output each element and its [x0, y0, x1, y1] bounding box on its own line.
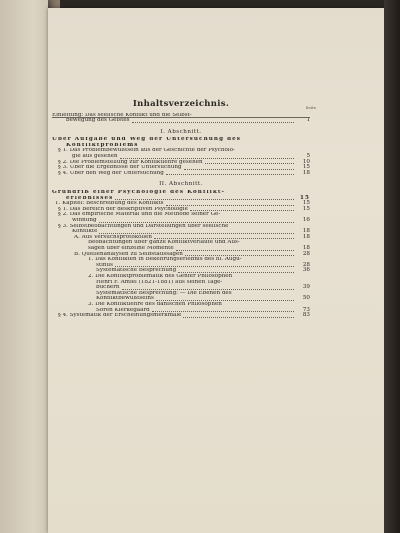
- toc-entry-text: Henri F. Amiel (1821-1881) aus seinen Tage-: [96, 279, 223, 285]
- page-number: 28: [302, 250, 310, 257]
- page-number: 18: [302, 244, 310, 251]
- page-number: 18: [302, 228, 310, 235]
- toc-entry-text: büchern: [96, 285, 120, 291]
- toc-entry-text: § 2. Die Problemstellung zur Konfliktlehre gesehen: [58, 159, 203, 165]
- toc-entry-text: Einleitung: Das seelische Konflikt und die Selbst-: [52, 112, 192, 118]
- leader-dots: [166, 205, 294, 206]
- leader-dots: [185, 255, 294, 256]
- page-number: 15: [300, 194, 310, 201]
- toc-entry-text: § 2. Das empirische Material und die Methode seiner Ge-: [58, 212, 221, 218]
- toc-entry-text: erlebnisses: [66, 195, 114, 201]
- leader-dots: [176, 250, 294, 251]
- leader-dots: [152, 311, 294, 312]
- toc-entry-text: 3. Die Konfliktlehre des dänischen Philosophen: [88, 301, 222, 307]
- leader-dots: [184, 169, 294, 170]
- toc-entry-text: bewegung des Geistes: [66, 118, 130, 124]
- page-number: 10: [302, 158, 310, 165]
- toc-entry-text: § 1. Das Problembewußtsein aus der Geschichte der Psycholo-: [58, 148, 235, 154]
- toc-entry-text: Konfliktproblems: [66, 142, 139, 148]
- toc-entry-text: A. Aus Versuchsprotokollen: [74, 234, 152, 240]
- toc-entry-text: Beobachtungen über ganze Konfliktverläufe und Aus-: [88, 240, 240, 246]
- section-heading: II. Abschnitt.: [159, 181, 203, 188]
- toc-entry-text: Konfliktbewußtseins: [96, 296, 154, 302]
- toc-entry: [52, 313, 310, 319]
- toc-entry-text: 2. Die Konfliktproblematik des Genfer Philosophen: [88, 273, 233, 279]
- page-number: 50: [302, 295, 310, 302]
- page-number: 36: [302, 267, 310, 274]
- section-heading: I. Abschnitt.: [160, 128, 202, 135]
- toc-entry-text: Systematische Besprechung: — Die Ebenen des: [96, 290, 232, 296]
- leader-dots: [122, 289, 294, 290]
- table-of-contents: [52, 99, 316, 319]
- leader-dots: [205, 163, 294, 164]
- page-number: 15: [302, 200, 310, 207]
- toc-entry-text: § 1. Das Bereich der deskriptiven Psychologie: [58, 206, 188, 212]
- page-number: 16: [302, 217, 310, 223]
- toc-entry-text: Grundriß einer Psychologie des Konflikt-: [52, 190, 225, 196]
- separator-rule: [52, 117, 310, 118]
- leader-dots: [190, 210, 294, 211]
- leader-dots: [99, 222, 294, 223]
- toc-entry-text: Systematische Besprechung: [96, 268, 177, 274]
- toc-entry-text: gie aus gesehen: [72, 154, 118, 160]
- toc-entry-text: § 4. Systematik der Erscheinungsmerkmale: [58, 313, 182, 319]
- page-number: 1: [306, 117, 310, 124]
- page-number: 5: [306, 153, 310, 160]
- leader-dots: [154, 238, 294, 239]
- page-number: 15: [302, 205, 310, 212]
- page-number: 39: [302, 284, 310, 291]
- toc-entry-text: winnung: [72, 218, 97, 223]
- toc-entry-text: Sören Kierkegaard: [96, 307, 150, 313]
- page-number: 18: [302, 169, 310, 176]
- toc-entry-text: sagen über einzelne Momente: [88, 245, 174, 251]
- leader-dots: [115, 266, 294, 267]
- toc-entry-text: B. Quellenanalysen zu Selbstaussagen: [74, 251, 183, 257]
- toc-entry: [52, 171, 310, 177]
- toc-entry-text: § 4. Über den Weg der Untersuchung: [58, 170, 164, 176]
- page-number: 83: [302, 312, 310, 319]
- toc-entry-text: Konflikte: [72, 229, 98, 235]
- leader-dots: [156, 300, 294, 301]
- toc-entry-continued: [52, 118, 310, 124]
- leader-dots: [166, 174, 294, 175]
- leader-dots: [132, 122, 294, 123]
- toc-entry-text: § 3. Selbstbeobachtungen und Darstellungen über seelische: [58, 223, 229, 229]
- page-number: 28: [302, 261, 310, 268]
- seite-label: Seite: [305, 105, 316, 110]
- page-number: 15: [302, 164, 310, 171]
- toc-entry-text: § 3. Über die Ergebnisse der Untersuchung: [58, 165, 182, 171]
- leader-dots: [115, 199, 294, 200]
- toc-entry-text: stinus: [96, 262, 113, 268]
- leader-dots: [178, 272, 294, 273]
- book-edge-right: [384, 0, 400, 533]
- toc-entry-text: 1. Das Konflikten in Bekehrungserlebnis des hl. Augu-: [88, 257, 242, 263]
- leader-dots: [183, 317, 294, 318]
- previous-page-edge: [0, 0, 48, 533]
- toc-title: Inhaltsverzeichnis.: [132, 99, 230, 109]
- page-number: 73: [302, 306, 310, 313]
- page-number: 18: [302, 233, 310, 240]
- leader-dots: [120, 158, 294, 159]
- toc-entry-text: Über Aufgabe und Weg der Untersuchung des: [52, 137, 242, 143]
- leader-dots: [99, 233, 294, 234]
- toc-entry-text: 1. Kapitel: Beschreibung des Konflikts: [55, 201, 164, 207]
